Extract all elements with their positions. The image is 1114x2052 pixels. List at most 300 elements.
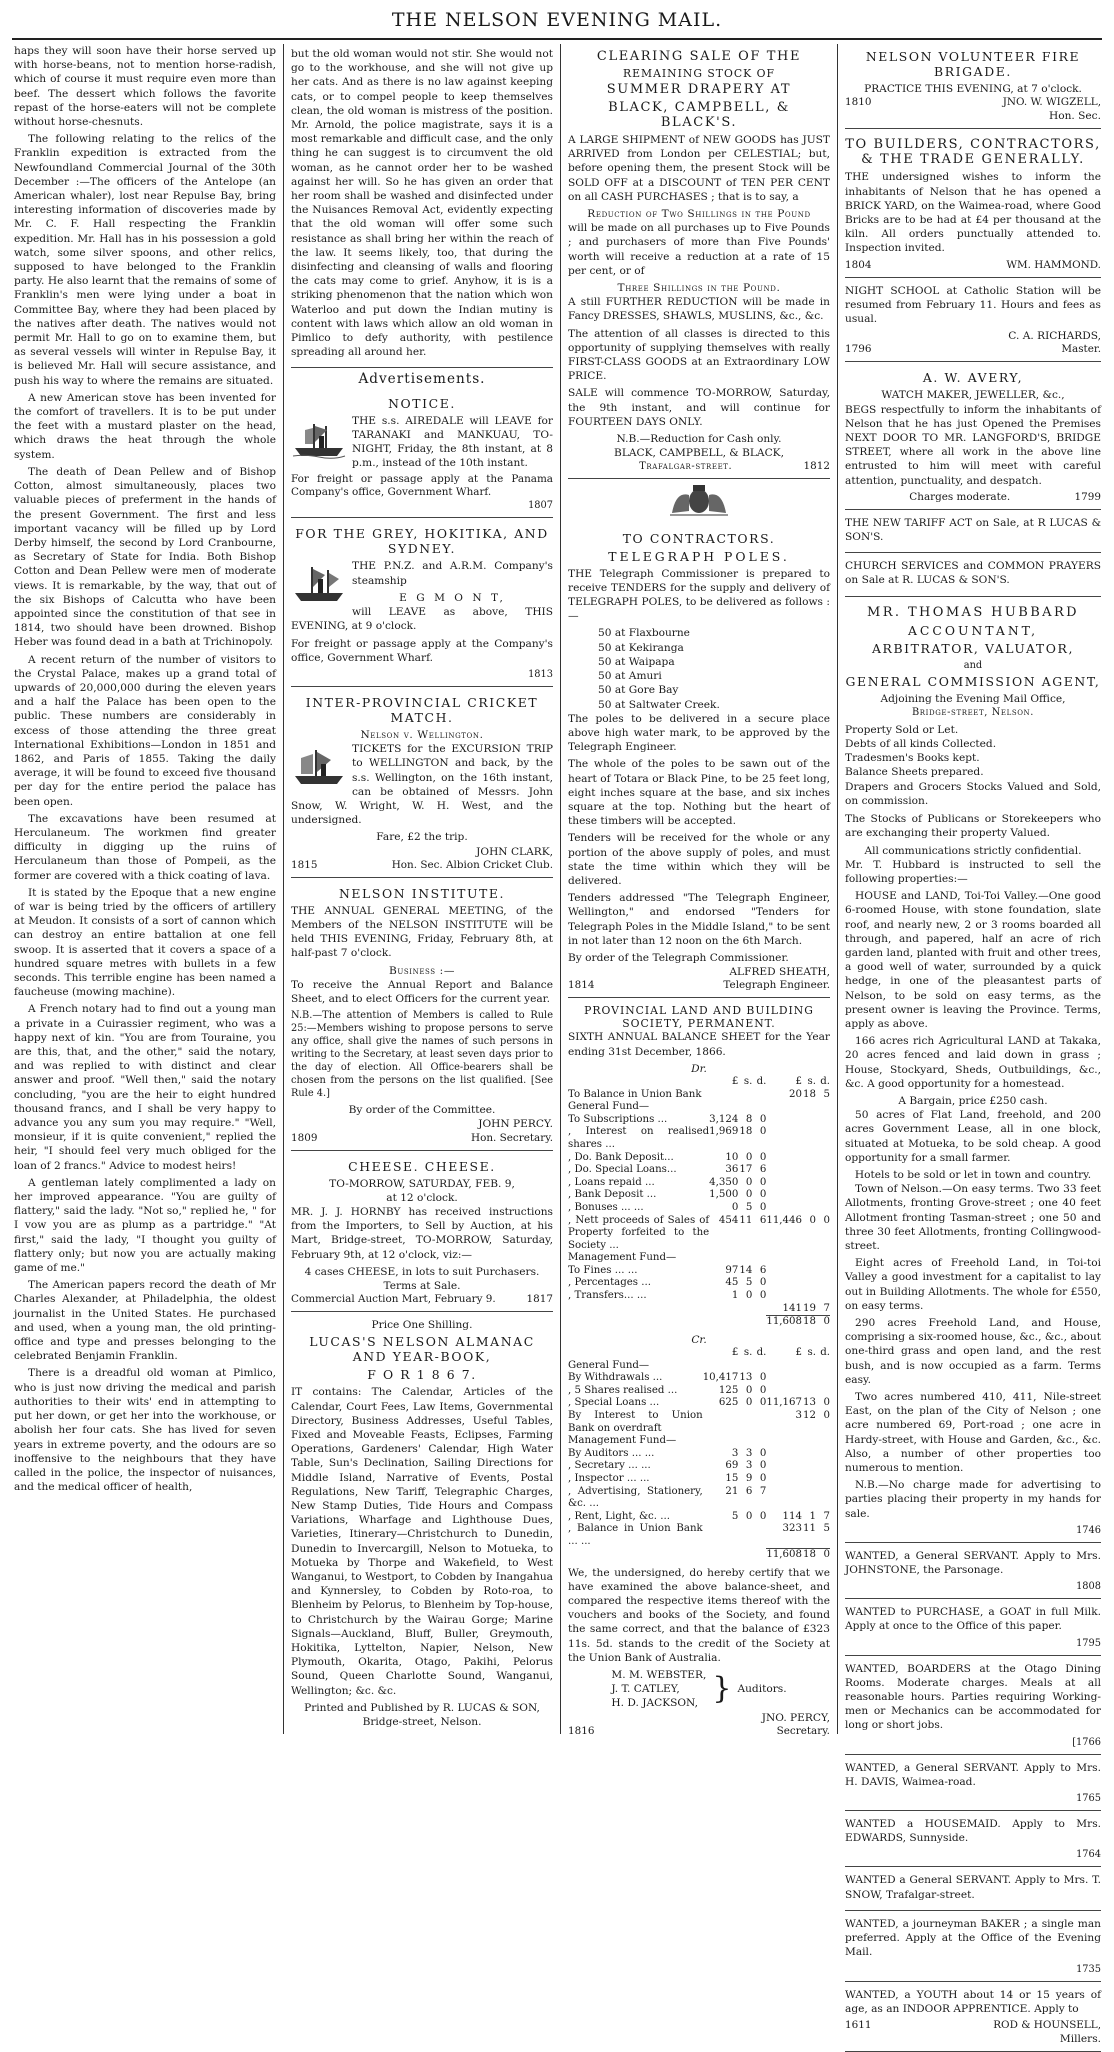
amount-cell bbox=[802, 1360, 816, 1373]
amount-cell: 3 bbox=[738, 1448, 752, 1461]
amount-cell: 1,969 bbox=[709, 1126, 738, 1151]
amount-cell bbox=[766, 1290, 802, 1303]
tariff-act-ad bbox=[845, 513, 1101, 553]
ad-title: CHEESE. CHEESE. bbox=[291, 1159, 553, 1174]
amount-cell bbox=[802, 1202, 816, 1215]
auditor-name: J. T. CATLEY, bbox=[611, 1682, 706, 1696]
ad-emphasis: Three Shillings in the Pound. bbox=[568, 281, 830, 295]
column-2 bbox=[291, 44, 553, 1734]
amount-cell bbox=[816, 1435, 830, 1448]
ad-price: Price One Shilling. bbox=[291, 1318, 553, 1332]
ad-number: 1804 bbox=[845, 259, 871, 272]
amount-cell bbox=[766, 1114, 802, 1127]
amount-cell: 0 bbox=[752, 1290, 766, 1303]
table-row bbox=[568, 1089, 830, 1102]
article-paragraph: It is stated by the Epoque that a new engine of war is being tried by the officers of artillery at Meudon. It consists of a sort of cannon which can destroy an entire battalion at one fell swoop. It is asserted that it covers a space of a hundred square metres with bullets in a few seconds. This terrible engine has been named a faucheuse (mowing machine). bbox=[14, 886, 276, 1000]
list-item: 50 at Gore Bay bbox=[598, 683, 830, 697]
table-row bbox=[568, 1473, 830, 1486]
amount-cell bbox=[802, 1177, 816, 1190]
article-paragraph: The following relating to the relics of the Franklin expedition is extracted from the Newfoundland Commercial Journal of the 30th December :—The officers of the Antelope (an American whaler), lost near Repulse Bay, bring interesting information of discoveries made by Mr. C. F. Hall respecting the Franklin expedition. Mr. Hall has in his possession a gold watch, some silver spoons, and other relics, supposed to have belonged to the Franklin party. He also learnt that the remains of some of Franklin's men were lying under a boat in Committee Bay, where they had been placed by the natives after death. The natives would not permit Mr. Hall to go on to examine them, but as several vessels will winter in Repulse Bay, it is believed Mr. Hall will secure assistance, and push his way to where the remains are situated. bbox=[14, 132, 276, 388]
amount-cell bbox=[802, 1435, 816, 1448]
amount-cell bbox=[802, 1252, 816, 1265]
ad-order: By order of the Committee. bbox=[291, 1103, 553, 1117]
amount-cell bbox=[703, 1360, 739, 1373]
amount-cell bbox=[766, 1372, 802, 1385]
ad-number: [1766 bbox=[845, 1736, 1101, 1749]
table-row bbox=[568, 1385, 830, 1398]
column-divider bbox=[560, 44, 561, 1734]
ad-number: 1814 bbox=[568, 979, 594, 992]
ad-order: By order of the Telegraph Commissioner. bbox=[568, 951, 830, 965]
amount-cell bbox=[802, 1126, 816, 1151]
amount-cell: 0 bbox=[738, 1511, 752, 1524]
column-3 bbox=[568, 44, 830, 1734]
table-row bbox=[568, 1114, 830, 1127]
amount-cell bbox=[816, 1372, 830, 1385]
amount-cell bbox=[816, 1189, 830, 1202]
ad-body: THE undersigned wishes to inform the inhabitants of Nelson that he has opened a BRICK YARD, on the Waimea-road, where Good Bricks are to be had at £4 per thousand at the kiln. All orders punctually attended to. Inspection invited. bbox=[845, 170, 1101, 255]
wanted-ad bbox=[845, 1602, 1101, 1655]
amount-cell: 454 bbox=[709, 1215, 738, 1253]
night-school-ad bbox=[845, 281, 1101, 363]
amount-cell: 1 bbox=[802, 1511, 816, 1524]
table-row bbox=[568, 1152, 830, 1165]
amount-cell: 9 bbox=[738, 1473, 752, 1486]
amount-cell bbox=[752, 1252, 766, 1265]
table-row bbox=[568, 1277, 830, 1290]
amount-cell bbox=[802, 1448, 816, 1461]
ad-body: We, the undersigned, do hereby certify that we have examined the above balance-sheet, and compared the respective items thereof with the vouchers and books of the Society, and found the same correct, and that the balance of £323 11s. 5d. stands to the credit of the Society at the Union Bank of Australia. bbox=[568, 1566, 830, 1665]
amount-cell: 0 bbox=[738, 1385, 752, 1398]
amount-cell: 0 bbox=[752, 1385, 766, 1398]
amount-cell: 141 bbox=[766, 1303, 802, 1316]
ad-subtitle: Nelson v. Wellington. bbox=[291, 728, 553, 742]
ad-signatory: ALFRED SHEATH, bbox=[568, 965, 830, 979]
amount-cell: 12 bbox=[802, 1410, 816, 1435]
ad-item: 4 cases CHEESE, in lots to suit Purchasers. bbox=[291, 1265, 553, 1279]
fire-brigade-ad bbox=[845, 44, 1101, 129]
amount-cell bbox=[703, 1410, 739, 1435]
row-label: To Fines ... ... bbox=[568, 1265, 709, 1278]
almanac-ad bbox=[291, 1315, 553, 1734]
clearing-sale-ad bbox=[568, 44, 830, 479]
amount-cell bbox=[802, 1277, 816, 1290]
table-row bbox=[568, 1177, 830, 1190]
auditor-name: M. M. WEBSTER, bbox=[611, 1668, 706, 1682]
list-item: 50 at Kekiranga bbox=[598, 641, 830, 655]
ad-number: 1809 bbox=[291, 1132, 317, 1145]
row-label: By Interest to Union Bank on overdraft bbox=[568, 1410, 703, 1435]
amount-cell bbox=[752, 1435, 766, 1448]
debit-table bbox=[568, 1076, 830, 1329]
ad-charges: Charges moderate. bbox=[909, 491, 1010, 504]
ad-number: 1611 bbox=[845, 2019, 871, 2032]
table-row bbox=[568, 1511, 830, 1524]
table-row bbox=[568, 1397, 830, 1410]
ad-body: WANTED, a General SERVANT. Apply to Mrs. H. DAVIS, Waimea-road. bbox=[845, 1761, 1101, 1789]
ad-body: TICKETS for the EXCURSION TRIP to WELLINGTON and back, by the s.s. Wellington, on the 16th instant, can be obtained of Messrs. John Snow, W. Wright, W. H. West, and the undersigned. bbox=[291, 742, 553, 827]
ad-title: TO BUILDERS, CONTRACTORS, & THE TRADE GENERALLY. bbox=[845, 137, 1101, 167]
property-listing: HOUSE and LAND, Toi-Toi Valley.—One good 6-roomed House, with stone foundation, slate roof, and nearly new, 2 or 3 rooms boarded all through, and papered, half an acre of rich garden land, planted with fruit and other trees, a good well of water, surrounded by a quick hedge, in one of the pleasantest parts of Nelson, to be sold on easy terms, as the present owner is leaving the Province. Terms, apply as above. bbox=[845, 889, 1101, 1031]
ad-year: F O R 1 8 6 7. bbox=[291, 1367, 553, 1382]
table-row bbox=[568, 1448, 830, 1461]
ad-note: N.B.—No charge made for advertising to parties placing their property in my hands for sale. bbox=[845, 1478, 1101, 1521]
ad-time: at 12 o'clock. bbox=[291, 1191, 553, 1205]
ad-number: 1764 bbox=[845, 1848, 1101, 1861]
amount-cell bbox=[802, 1152, 816, 1165]
amount-cell bbox=[816, 1126, 830, 1151]
amount-cell bbox=[752, 1089, 766, 1102]
ad-body: THE ANNUAL GENERAL MEETING, of the Members of the NELSON INSTITUTE will be held THIS EVENING, Friday, February 8th, at half-past 7 o'clock. bbox=[291, 904, 553, 961]
row-label: , Special Loans ... bbox=[568, 1397, 703, 1410]
amount-cell bbox=[802, 1101, 816, 1114]
amount-cell: 11 bbox=[802, 1523, 816, 1548]
ad-signatory-role: Hon. Sec. Albion Cricket Club. bbox=[392, 859, 553, 872]
ad-title: ARBITRATOR, VALUATOR, bbox=[845, 641, 1101, 656]
ad-body: N.B.—The attention of Members is called to Rule 25:—Members wishing to propose persons to serve any office, shall give the names of such persons in writing to the Secretary, at least seven days prior to the day of election. All Office-bearers shall be chosen from the persons on the list qualified. [See Rule 4.] bbox=[291, 1009, 553, 1100]
amount-cell bbox=[738, 1252, 752, 1265]
table-row bbox=[568, 1252, 830, 1265]
ad-footer: For freight or passage apply at the Panama Company's office, Government Wharf. bbox=[291, 473, 553, 499]
column-divider bbox=[837, 44, 838, 1734]
ad-title: SUMMER DRAPERY AT bbox=[568, 82, 830, 97]
wanted-ad bbox=[845, 1870, 1101, 1910]
ad-body: CHURCH SERVICES and COMMON PRAYERS on Sale at R. LUCAS & SON'S. bbox=[845, 559, 1101, 587]
amount-cell: 5 bbox=[738, 1277, 752, 1290]
amount-cell: 114 bbox=[766, 1511, 802, 1524]
article-paragraph: A French notary had to find out a young man a private in a Cuirassier regiment, who was a happy next of kin. "You are from Touraine, you are this, that, and the other," said the notary, and was replied to with distinct and clear answer and proof. "Well then," said the notary concluding, "you are the heir to eight hundred thousand francs, and I shall be very happy to advance you any sum you may require." "Well, monsieur, if it is quite convenient," replied the heir, "I should feel very much obliged for the loan of 2 francs." Advice to modest heirs! bbox=[14, 1002, 276, 1172]
amount-cell: 6 bbox=[752, 1164, 766, 1177]
article-paragraph: The American papers record the death of Mr Charles Alexander, at Philadelphia, the oldest journalist in the United States. He purchased and used, when a young man, the old printing-office and type and presses belonging to the celebrated Benjamin Franklin. bbox=[14, 1278, 276, 1363]
amount-cell bbox=[738, 1101, 752, 1114]
amount-cell bbox=[766, 1360, 802, 1373]
ad-title: CLEARING SALE OF THE bbox=[568, 49, 830, 64]
amount-cell: 7 bbox=[816, 1303, 830, 1316]
table-row bbox=[568, 1410, 830, 1435]
amount-cell: 0 bbox=[752, 1177, 766, 1190]
ad-note: N.B.—Reduction for Cash only. bbox=[568, 432, 830, 446]
property-listing: A Bargain, price £250 cash. bbox=[845, 1094, 1101, 1108]
wanted-ad bbox=[845, 1914, 1101, 1982]
property-listing: Hotels to be sold or let in town and country. bbox=[845, 1168, 1101, 1182]
ad-body: The Stocks of Publicans or Storekeepers who are exchanging their property Valued. bbox=[845, 812, 1101, 840]
amount-cell: 0 bbox=[816, 1410, 830, 1435]
article-paragraph: haps they will soon have their horse served up with horse-beans, not to mention horse-radish, which of course it must require even more than beef. The dessert which follows the favorite repast of the horse-eaters will not be complete without horse-chesnuts. bbox=[14, 44, 276, 129]
list-item: 50 at Saltwater Creek. bbox=[598, 698, 830, 712]
poles-list bbox=[568, 626, 830, 711]
amount-cell: 0 bbox=[752, 1152, 766, 1165]
amount-cell: 0 bbox=[738, 1177, 752, 1190]
building-society-ad bbox=[568, 1001, 830, 1743]
amount-cell bbox=[703, 1523, 739, 1548]
ad-signatory-role: Telegraph Engineer. bbox=[723, 979, 830, 992]
amount-cell: 0 bbox=[738, 1397, 752, 1410]
row-label: , Percentages ... bbox=[568, 1277, 709, 1290]
article-paragraph: A recent return of the number of visitors to the Crystal Palace, makes up a grand total of upwards of 20,000,000 during the eleven years and a half the Palace has been open to the public. These numbers are considerably in excess of those attending the three great International Exhibitions—London in 1851 and 1862, and Paris of 1855. Taking the daily average, it will be found to exceed five thousand per day for the entire period the palace has been open. bbox=[14, 653, 276, 809]
row-label: , Bonuses ... ... bbox=[568, 1202, 709, 1215]
amount-cell: 0 bbox=[752, 1126, 766, 1151]
amount-cell: 3,124 bbox=[709, 1114, 738, 1127]
wanted-ad bbox=[845, 1546, 1101, 1599]
ad-body: A still FURTHER REDUCTION will be made in Fancy DRESSES, SHAWLS, MUSLINS, &c., &c. bbox=[568, 295, 830, 323]
amount-cell: 15 bbox=[703, 1473, 739, 1486]
row-label: , Nett proceeds of Sales of Property forfeited to the Society ... bbox=[568, 1215, 709, 1253]
amount-cell: 19 bbox=[802, 1303, 816, 1316]
ad-signatory: BLACK, CAMPBELL, & BLACK, bbox=[568, 446, 830, 460]
amount-cell bbox=[816, 1486, 830, 1511]
wanted-ad bbox=[845, 1659, 1101, 1755]
amount-cell bbox=[766, 1460, 802, 1473]
amount-cell: 3 bbox=[766, 1410, 802, 1435]
article-paragraph: The death of Dean Pellew and of Bishop Cotton, almost simultaneously, places two valuable pieces of preferment in the hands of the present Government. The first and less important vacancy will be filled up by Lord Derby himself, the second by Lord Cranbourne, as Secretary of State for India. Both Bishop Cotton and Dean Pellew were men of moderate views. It is remarkable, by the way, that out of the six Bishops of Calcutta who have been appointed since the constitution of that see in 1814, two should have been drowned. Bishop Heber was found dead in a bath at Trichinopoly. bbox=[14, 465, 276, 650]
notice-airedale-ad bbox=[291, 391, 553, 519]
amount-cell: 323 bbox=[766, 1523, 802, 1548]
ad-emphasis: Reduction of Two Shillings in the Pound bbox=[568, 207, 830, 221]
table-row bbox=[568, 1126, 830, 1151]
ad-body: MR. J. J. HORNBY has received instructions from the Importers, to Sell by Auction, at his Mart, Bridge-street, TO-MORROW, Saturday, February 9th, at 12 o'clock, viz:— bbox=[291, 1205, 553, 1262]
amount-cell: 4,350 bbox=[709, 1177, 738, 1190]
ad-signatory: JOHN PERCY. bbox=[291, 1117, 553, 1131]
amount-cell bbox=[802, 1486, 816, 1511]
amount-cell bbox=[816, 1385, 830, 1398]
row-label: , Interest on realised shares ... bbox=[568, 1126, 709, 1151]
property-listing: 50 acres of Flat Land, freehold, and 200 acres Government Lease, all in one block, situated at Motueka, to be sold cheap. A good opportunity for a small farmer. bbox=[845, 1108, 1101, 1165]
list-item: Balance Sheets prepared. bbox=[845, 765, 1101, 779]
ad-subtitle: WATCH MAKER, JEWELLER, &c., bbox=[845, 388, 1101, 402]
amount-cell bbox=[738, 1303, 752, 1316]
row-label: By Auditors ... ... bbox=[568, 1448, 703, 1461]
ad-number: 1808 bbox=[845, 1580, 1101, 1593]
row-label: , Do. Special Loans... bbox=[568, 1164, 709, 1177]
ship-name: E G M O N T, bbox=[291, 591, 553, 605]
amount-cell bbox=[738, 1089, 752, 1102]
amount-cell bbox=[802, 1265, 816, 1278]
amount-cell bbox=[709, 1252, 738, 1265]
steamship-icon bbox=[291, 561, 347, 605]
list-item: Drapers and Grocers Stocks Valued and Sold, on commission. bbox=[845, 780, 1101, 808]
ad-number: 1817 bbox=[527, 1293, 553, 1306]
article-paragraph: There is a dreadful old woman at Pimlico, who is just now driving the medical and parish authorities to their wits' end in attempting to put her down, or get her into the workhouse, or abolish her four cats. She has lived for seven years in extreme poverty, and the odours are so inoffensive to the neighbours that they have called in the police, the inspector of nuisances, and the medical officer of health, bbox=[14, 1366, 276, 1494]
ad-conjunction: and bbox=[845, 659, 1101, 672]
ad-signatory: C. A. RICHARDS, bbox=[845, 329, 1101, 343]
ad-footer: Commercial Auction Mart, February 9. bbox=[291, 1293, 496, 1306]
row-label: Management Fund— bbox=[568, 1252, 709, 1265]
ad-title: NELSON INSTITUTE. bbox=[291, 886, 553, 901]
services-list bbox=[845, 723, 1101, 808]
amount-cell bbox=[816, 1448, 830, 1461]
amount-cell: 11,446 bbox=[766, 1215, 802, 1253]
amount-cell: 0 bbox=[816, 1397, 830, 1410]
article-continuation bbox=[291, 44, 553, 368]
list-item: 50 at Amuri bbox=[598, 669, 830, 683]
table-row bbox=[568, 1435, 830, 1448]
ad-body: THE Telegraph Commissioner is prepared to receive TENDERS for the supply and delivery of TELEGRAPH POLES, to be delivered as follows :— bbox=[568, 567, 830, 624]
row-label: , Balance in Union Bank ... ... bbox=[568, 1523, 703, 1548]
row-label: By Withdrawals ... bbox=[568, 1372, 703, 1385]
amount-cell: 14 bbox=[738, 1265, 752, 1278]
amount-cell: 0 bbox=[752, 1460, 766, 1473]
nelson-institute-ad bbox=[291, 881, 553, 1151]
list-item: Tradesmen's Books kept. bbox=[845, 751, 1101, 765]
property-listing: 290 acres Freehold Land, and House, comprising a six-roomed house, &c., &c., about one-third grass and open land, and the rest bush, and is now occupied as a farm. Terms easy. bbox=[845, 1316, 1101, 1387]
amount-cell: 6 bbox=[752, 1215, 766, 1253]
brick-yard-ad bbox=[845, 132, 1101, 277]
property-listing: Two acres numbered 410, 411, Nile-street East, on the plan of the City of Nelson ; one acre numbered 69, Port-road ; one acre in Hardy-street, with House and Garden, &c., &c. Also, a number of other properties too numerous to mention. bbox=[845, 1390, 1101, 1475]
amount-cell: 1 bbox=[709, 1290, 738, 1303]
amount-cell: 45 bbox=[709, 1277, 738, 1290]
row-label: , Rent, Light, &c. ... bbox=[568, 1511, 703, 1524]
article-paragraph: A new American stove has been invented for the comfort of travellers. It is to be put under the feet with a mustard plaster on the head, which draws the heat through the whole system. bbox=[14, 391, 276, 462]
amount-cell: 8 bbox=[738, 1114, 752, 1127]
brace-icon: } bbox=[712, 1674, 731, 1704]
amount-cell: 17 bbox=[738, 1164, 752, 1177]
ad-body: Tenders addressed "The Telegraph Engineer, Wellington," and endorsed "Tenders for Telegraph Poles in the Middle Island," to be sent in not later than 12 noon on the 6th March. bbox=[568, 891, 830, 948]
ad-title: TELEGRAPH POLES. bbox=[568, 549, 830, 564]
credit-table bbox=[568, 1347, 830, 1562]
ad-body: will LEAVE as above, THIS EVENING, at 9 o'clock. bbox=[291, 605, 553, 633]
auditors-block bbox=[568, 1668, 830, 1711]
ad-body: The attention of all classes is directed to this opportunity of supplying themselves with really FIRST-CLASS GOODS at an Extraordinary LOW PRICE. bbox=[568, 327, 830, 384]
row-label bbox=[568, 1303, 709, 1316]
amount-cell: 0 bbox=[738, 1152, 752, 1165]
ad-signatory-role: Secretary. bbox=[777, 1725, 830, 1738]
ad-title: FOR THE GREY, HOKITIKA, AND SYDNEY. bbox=[291, 526, 553, 556]
amount-cell: 11,167 bbox=[766, 1397, 802, 1410]
amount-cell: 13 bbox=[802, 1397, 816, 1410]
amount-cell: 125 bbox=[703, 1385, 739, 1398]
amount-cell bbox=[766, 1252, 802, 1265]
amount-cell bbox=[738, 1523, 752, 1548]
row-label: , Loans repaid ... bbox=[568, 1177, 709, 1190]
amount-cell bbox=[816, 1152, 830, 1165]
row-label: To Subscriptions ... bbox=[568, 1114, 709, 1127]
table-row bbox=[568, 1290, 830, 1303]
ad-signatory: JNO. PERCY, bbox=[568, 1711, 830, 1725]
amount-cell: 0 bbox=[752, 1372, 766, 1385]
ad-number: 1765 bbox=[845, 1792, 1101, 1805]
ad-signatory-role: Master. bbox=[1061, 343, 1101, 356]
ad-terms: Terms at Sale. bbox=[291, 1279, 553, 1293]
advertisements-heading: Advertisements. bbox=[291, 372, 553, 386]
ad-note: All communications strictly confidential. bbox=[845, 844, 1101, 858]
amount-cell bbox=[752, 1360, 766, 1373]
amount-cell: 5 bbox=[738, 1202, 752, 1215]
amount-cell: 0 bbox=[802, 1215, 816, 1253]
row-label: General Fund— bbox=[568, 1360, 703, 1373]
ad-signatory: JNO. W. WIGZELL, bbox=[1003, 96, 1101, 109]
ad-title: GENERAL COMMISSION AGENT, bbox=[845, 674, 1101, 689]
column-divider bbox=[283, 44, 284, 1734]
row-label: , Bank Deposit ... bbox=[568, 1189, 709, 1202]
ad-title: LUCAS'S NELSON ALMANAC AND YEAR-BOOK, bbox=[291, 1334, 553, 1364]
amount-cell: 20 bbox=[766, 1089, 802, 1102]
row-label: General Fund— bbox=[568, 1101, 709, 1114]
table-row bbox=[568, 1486, 830, 1511]
ad-signatory: JOHN CLARK, bbox=[291, 845, 553, 859]
amount-cell: 6 bbox=[738, 1486, 752, 1511]
amount-cell bbox=[766, 1435, 802, 1448]
amount-cell bbox=[802, 1114, 816, 1127]
steamship-icon bbox=[291, 744, 347, 788]
ad-body: THE NEW TARIFF ACT on Sale, at R LUCAS & SON'S. bbox=[845, 516, 1101, 544]
row-label: , Inspector ... ... bbox=[568, 1473, 703, 1486]
ad-date: TO-MORROW, SATURDAY, FEB. 9, bbox=[291, 1177, 553, 1191]
amount-cell bbox=[816, 1460, 830, 1473]
amount-cell bbox=[816, 1177, 830, 1190]
amount-cell bbox=[766, 1152, 802, 1165]
row-label: , Secretary ... ... bbox=[568, 1460, 703, 1473]
amount-cell bbox=[766, 1473, 802, 1486]
amount-cell bbox=[816, 1202, 830, 1215]
amount-cell: 5 bbox=[816, 1523, 830, 1548]
ad-body: WANTED, a General SERVANT. Apply to Mrs. JOHNSTONE, the Parsonage. bbox=[845, 1549, 1101, 1577]
row-label: , Do. Bank Deposit... bbox=[568, 1152, 709, 1165]
amount-cell bbox=[766, 1448, 802, 1461]
masthead-rule bbox=[12, 38, 1102, 40]
amount-cell bbox=[709, 1303, 738, 1316]
table-row bbox=[568, 1265, 830, 1278]
amount-cell bbox=[766, 1101, 802, 1114]
amount-cell bbox=[766, 1277, 802, 1290]
amount-cell: 7 bbox=[752, 1486, 766, 1511]
amount-cell bbox=[766, 1202, 802, 1215]
table-row bbox=[568, 1101, 830, 1114]
amount-cell: 69 bbox=[703, 1460, 739, 1473]
table-row bbox=[568, 1164, 830, 1177]
amount-cell: 1,500 bbox=[709, 1189, 738, 1202]
debit-label: Dr. bbox=[568, 1062, 830, 1076]
amount-cell bbox=[752, 1303, 766, 1316]
amount-cell: 0 bbox=[752, 1277, 766, 1290]
table-row bbox=[568, 1460, 830, 1473]
auditors-label: Auditors. bbox=[737, 1682, 786, 1696]
ad-body: NIGHT SCHOOL at Catholic Station will be resumed from February 11. Hours and fees as usual. bbox=[845, 284, 1101, 327]
ad-number: 1815 bbox=[291, 859, 317, 872]
ad-number: 1813 bbox=[291, 668, 553, 681]
ad-title: PROVINCIAL LAND AND BUILDING SOCIETY, PERMANENT. bbox=[568, 1004, 830, 1030]
ad-body: Mr. T. Hubbard is instructed to sell the following properties:— bbox=[845, 858, 1101, 886]
table-row bbox=[568, 1189, 830, 1202]
row-label: To Balance in Union Bank bbox=[568, 1089, 709, 1102]
amount-cell bbox=[703, 1435, 739, 1448]
amount-cell bbox=[802, 1164, 816, 1177]
amount-cell: 18 bbox=[802, 1089, 816, 1102]
wanted-ad bbox=[845, 1985, 1101, 2052]
ad-subtitle: SIXTH ANNUAL BALANCE SHEET for the Year ending 31st December, 1866. bbox=[568, 1030, 830, 1058]
amount-cell bbox=[802, 1290, 816, 1303]
amount-cell bbox=[816, 1473, 830, 1486]
ad-number: 1735 bbox=[845, 1963, 1101, 1976]
ad-title: REMAINING STOCK OF bbox=[568, 67, 830, 80]
amount-cell bbox=[816, 1265, 830, 1278]
ad-body: IT contains: The Calendar, Articles of the Calendar, Court Fees, Law Items, Governmental Directory, Business Addresses, Useful Tables, Fixed and Moveable Feasts, Eclipses, Farming Operations, Gardeners' Calendar, High Water Table, Sun's Declination, Sailing Directions for Middle Island, Narrative of Events, Postal Regulations, New Tariff, Telegraphic Charges, New Stamp Duties, Tide Hours and Compass Variations, Wharfage and Lighthouse Dues, Varieties, Itinerary—Christchurch to Dunedin, Dunedin to Invercargill, Nelson to Motueka, to Motueka by Thorpe and Wakefield, to West Wanganui, to Westport, to Cobden by Inangahua and Kynnersley, to Cobden by Roto-roa, to Blenheim by Pelorus, to Blenheim by Top-house, to Christchurch by the Wairau Gorge; Marine Signals—Auckland, Bluff, Buller, Greymouth, Hokitika, Lyttelton, Napier, Nelson, New Plymouth, Okarita, Otago, Pakihi, Pelorus Sound, Queen Charlotte Sound, Wanganui, Wellington; &c. &c. bbox=[291, 1385, 553, 1697]
amount-cell bbox=[816, 1277, 830, 1290]
ad-body: The poles to be delivered in a secure place above high water mark, to be approved by the Telegraph Engineer. bbox=[568, 712, 830, 755]
amount-cell: 0 bbox=[752, 1189, 766, 1202]
amount-cell bbox=[738, 1435, 752, 1448]
steamship-icon bbox=[291, 416, 347, 460]
wanted-ad bbox=[845, 1758, 1101, 1811]
amount-cell: 0 bbox=[752, 1511, 766, 1524]
amount-cell: 13 bbox=[738, 1372, 752, 1385]
amount-cell bbox=[766, 1189, 802, 1202]
property-listing: 166 acres rich Agricultural LAND at Takaka, 20 acres fenced and laid down in grass ; House, Stockyard, Sheds, Outbuildings, &c., &c. A good opportunity for a homestead. bbox=[845, 1034, 1101, 1091]
ad-footer: For freight or passage apply at the Company's office, Government Wharf. bbox=[291, 637, 553, 665]
ad-body: THE P.N.Z. and A.R.M. Company's steamship bbox=[291, 559, 553, 587]
amount-cell bbox=[709, 1089, 738, 1102]
table-row bbox=[568, 1523, 830, 1548]
ad-body: BEGS respectfully to inform the inhabitants of Nelson that he has just Opened the Premises NEXT DOOR TO MR. LANGFORD'S, BRIDGE STREET, where all work in the above line entrusted to him will meet with careful attention, punctuality, and despatch. bbox=[845, 403, 1101, 488]
